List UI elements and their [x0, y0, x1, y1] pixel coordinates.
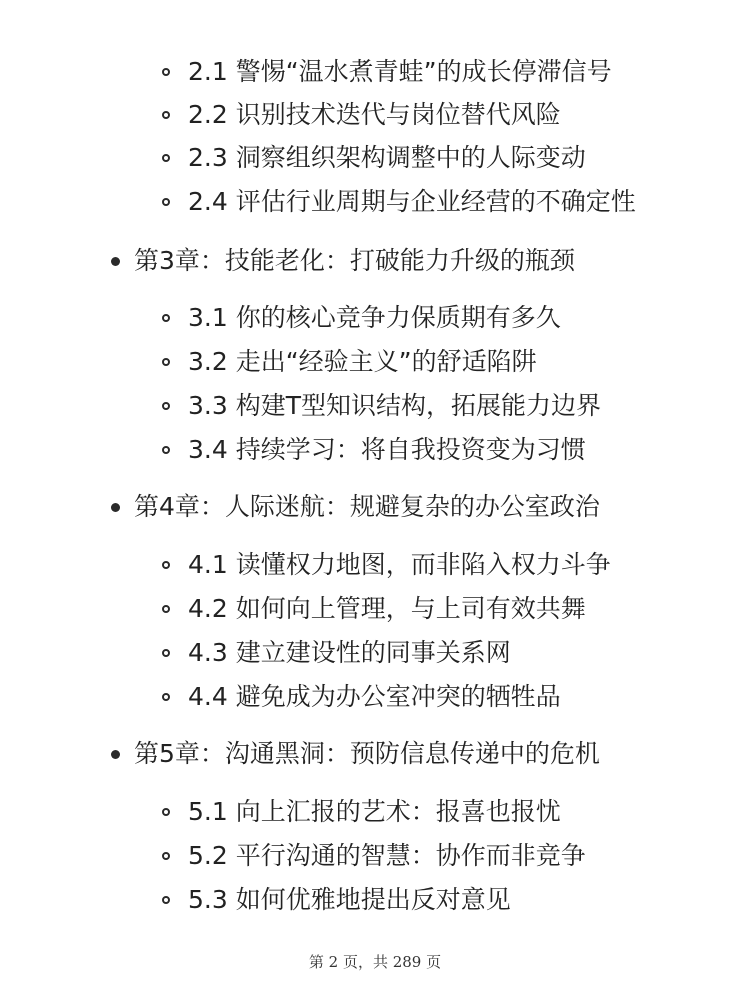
hollow-bullet-icon — [162, 649, 170, 657]
solid-bullet-icon — [111, 503, 120, 512]
hollow-bullet-icon — [162, 446, 170, 454]
hollow-bullet-icon — [162, 402, 170, 410]
toc-subitem: 4.4 避免成为办公室冲突的牺牲品 — [188, 682, 561, 711]
toc-subitem: 3.1 你的核心竞争力保质期有多久 — [188, 303, 561, 332]
toc-subitem: 5.2 平行沟通的智慧：协作而非竞争 — [188, 841, 586, 870]
toc-subitem: 2.3 洞察组织架构调整中的人际变动 — [188, 143, 586, 172]
toc-subitem: 2.4 评估行业周期与企业经营的不确定性 — [188, 187, 636, 216]
solid-bullet-icon — [111, 257, 120, 266]
toc-subitem: 2.1 警惕“温水煮青蛙”的成长停滞信号 — [188, 57, 612, 86]
toc-subitem: 5.3 如何优雅地提出反对意见 — [188, 885, 511, 914]
toc-subitem: 3.2 走出“经验主义”的舒适陷阱 — [188, 347, 537, 376]
page-footer: 第 2 页，共 289 页 — [308, 953, 442, 971]
solid-bullet-icon — [111, 750, 120, 759]
hollow-bullet-icon — [162, 808, 170, 816]
toc-subitem: 3.4 持续学习：将自我投资变为习惯 — [188, 435, 586, 464]
hollow-bullet-icon — [162, 358, 170, 366]
hollow-bullet-icon — [162, 154, 170, 162]
chapter-heading: 第4章：人际迷航：规避复杂的办公室政治 — [134, 492, 600, 521]
hollow-bullet-icon — [162, 561, 170, 569]
chapter-heading: 第5章：沟通黑洞：预防信息传递中的危机 — [134, 739, 600, 768]
chapter-heading: 第3章：技能老化：打破能力升级的瓶颈 — [134, 246, 575, 275]
hollow-bullet-icon — [162, 314, 170, 322]
hollow-bullet-icon — [162, 68, 170, 76]
hollow-bullet-icon — [162, 111, 170, 119]
toc-subitem: 4.3 建立建设性的同事关系网 — [188, 638, 511, 667]
toc-subitem: 4.2 如何向上管理，与上司有效共舞 — [188, 594, 586, 623]
hollow-bullet-icon — [162, 605, 170, 613]
toc-subitem: 5.1 向上汇报的艺术：报喜也报忧 — [188, 797, 561, 826]
hollow-bullet-icon — [162, 896, 170, 904]
hollow-bullet-icon — [162, 198, 170, 206]
hollow-bullet-icon — [162, 852, 170, 860]
toc-subitem: 2.2 识别技术迭代与岗位替代风险 — [188, 100, 561, 129]
toc-subitem: 4.1 读懂权力地图，而非陷入权力斗争 — [188, 550, 611, 579]
toc-subitem: 3.3 构建T型知识结构，拓展能力边界 — [188, 391, 601, 420]
hollow-bullet-icon — [162, 693, 170, 701]
